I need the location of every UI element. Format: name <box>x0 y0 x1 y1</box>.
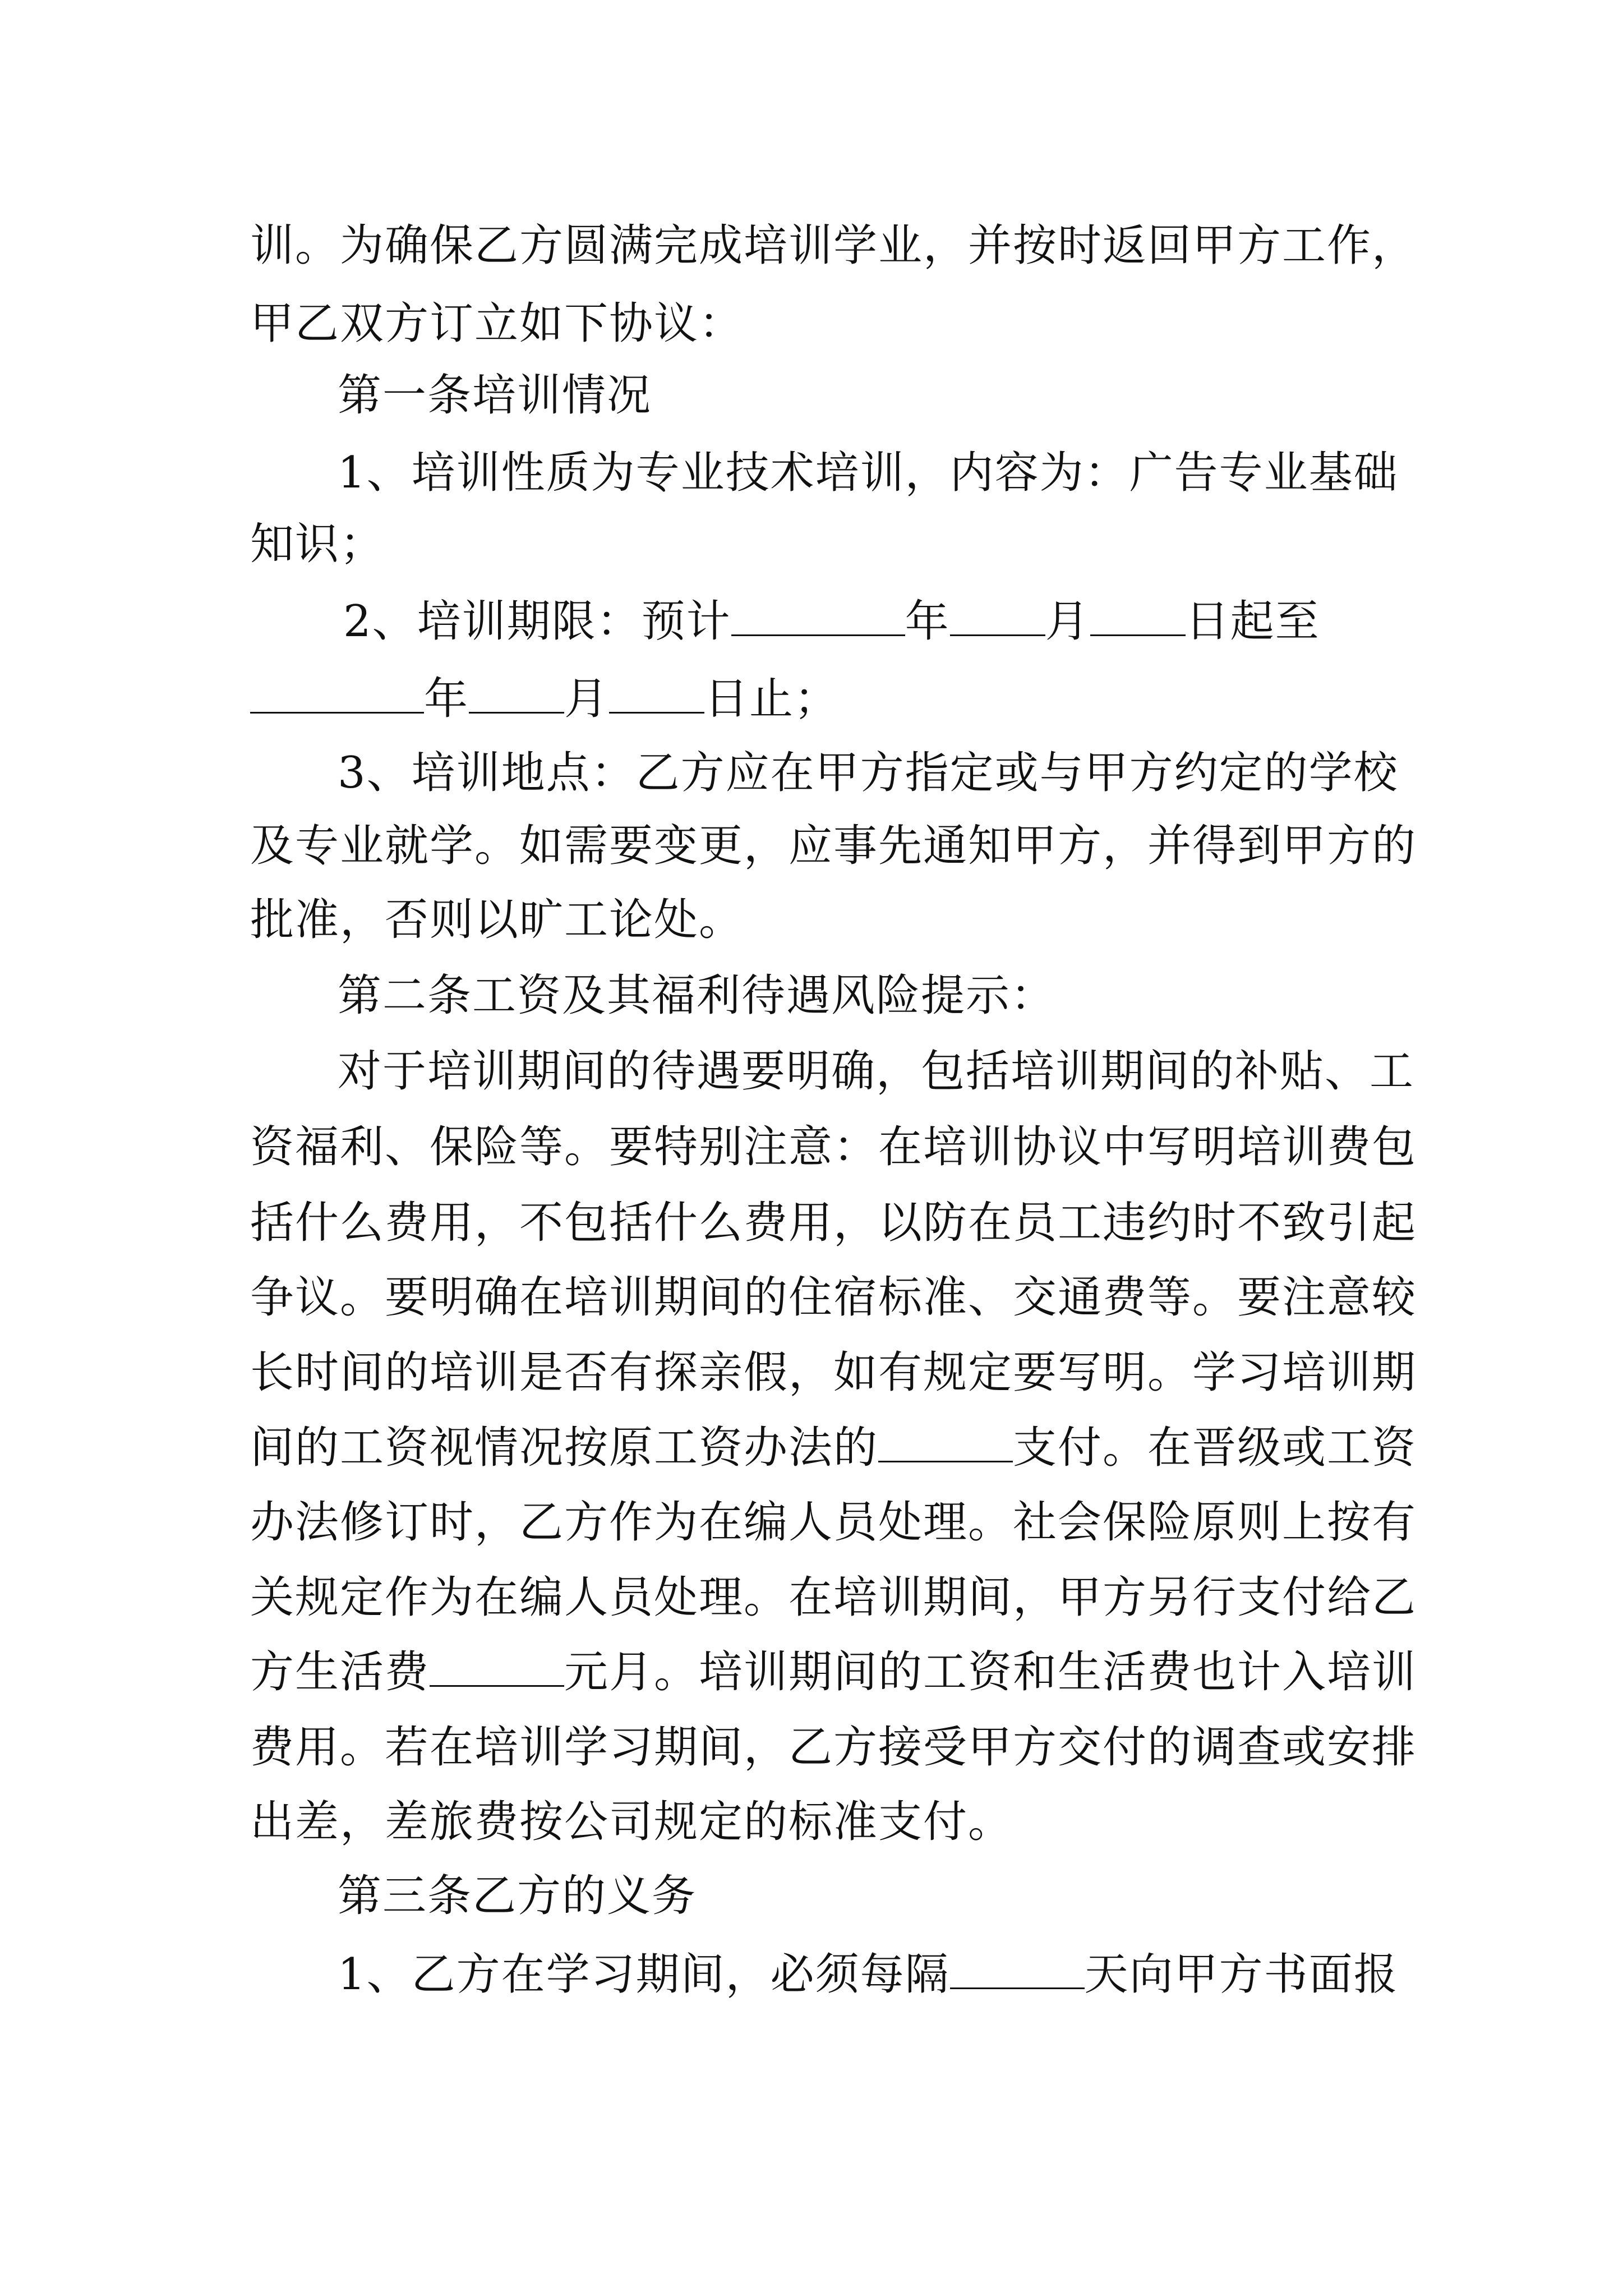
line-text: 元月。培训期间的工资和生活费也计入培训 <box>564 1647 1417 1697</box>
section-heading: 第二条工资及其福利待遇风险提示： <box>338 970 1056 1021</box>
line-text: 年 <box>905 596 950 647</box>
paragraph-line: 甲乙双方订立如下协议： <box>250 298 744 349</box>
paragraph-line: 1、培训性质为专业技术培训，内容为：广告专业基础 <box>338 448 1399 498</box>
paragraph-line: 关规定作为在编人员处理。在培训期间，甲方另行支付给乙 <box>250 1572 1417 1623</box>
paragraph-line: 对于培训期间的待遇要明确，包括培训期间的补贴、工 <box>338 1046 1415 1097</box>
paragraph-line: 资福利、保险等。要特别注意：在培训协议中写明培训费包 <box>250 1122 1417 1172</box>
paragraph-line: 知识； <box>250 519 385 569</box>
blank-field <box>609 677 704 714</box>
section-heading: 第三条乙方的义务 <box>338 1871 697 1921</box>
line-text: 月 <box>1045 596 1090 647</box>
blank-field <box>1090 600 1186 636</box>
paragraph-line: 出差，差旅费按公司规定的标准支付。 <box>250 1797 1013 1847</box>
line-text: 支付。在晋级或工资 <box>1013 1423 1417 1473</box>
blank-field <box>950 1953 1085 1989</box>
blank-field <box>731 600 905 636</box>
paragraph-line: 训。为确保乙方圆满完成培训学业，并按时返回甲方工作， <box>250 220 1417 271</box>
paragraph-line: 争议。要明确在培训期间的住宿标准、交通费等。要注意较 <box>250 1272 1417 1323</box>
blank-field <box>878 1426 1013 1462</box>
paragraph-line <box>343 593 1389 650</box>
paragraph-line <box>338 1947 1399 2003</box>
line-text: 间的工资视情况按原工资办法的 <box>250 1423 879 1473</box>
paragraph-line <box>250 1644 1417 1700</box>
paragraph-line: 长时间的培训是否有探亲假，如有规定要写明。学习培训期 <box>250 1347 1417 1398</box>
section-heading: 第一条培训情况 <box>338 370 652 421</box>
paragraph-line: 及专业就学。如需要变更，应事先通知甲方，并得到甲方的 <box>250 821 1417 871</box>
blank-field <box>250 677 424 714</box>
line-text: 1、乙方在学习期间，必须每隔 <box>338 1949 950 2000</box>
line-text: 日止； <box>704 674 840 724</box>
blank-field <box>430 1650 564 1687</box>
line-text: 月 <box>564 674 610 724</box>
paragraph-line: 费用。若在培训学习期间，乙方接受甲方交付的调查或安排 <box>250 1722 1417 1773</box>
paragraph-line: 办法修订时，乙方作为在编人员处理。社会保险原则上按有 <box>250 1497 1417 1548</box>
blank-field <box>950 600 1045 636</box>
paragraph-line: 批准，否则以旷工论处。 <box>250 895 744 945</box>
blank-field <box>469 677 564 714</box>
line-text: 2、培训期限：预计 <box>343 596 731 647</box>
paragraph-line: 3、培训地点：乙方应在甲方指定或与甲方约定的学校 <box>338 748 1399 798</box>
line-text: 天向甲方书面报 <box>1084 1949 1399 2000</box>
line-text: 日起至 <box>1185 596 1320 647</box>
paragraph-line <box>250 671 1383 727</box>
paragraph-line: 括什么费用，不包括什么费用，以防在员工违约时不致引起 <box>250 1198 1417 1248</box>
line-text: 年 <box>424 674 469 724</box>
paragraph-line <box>250 1420 1417 1476</box>
line-text: 方生活费 <box>250 1647 430 1697</box>
